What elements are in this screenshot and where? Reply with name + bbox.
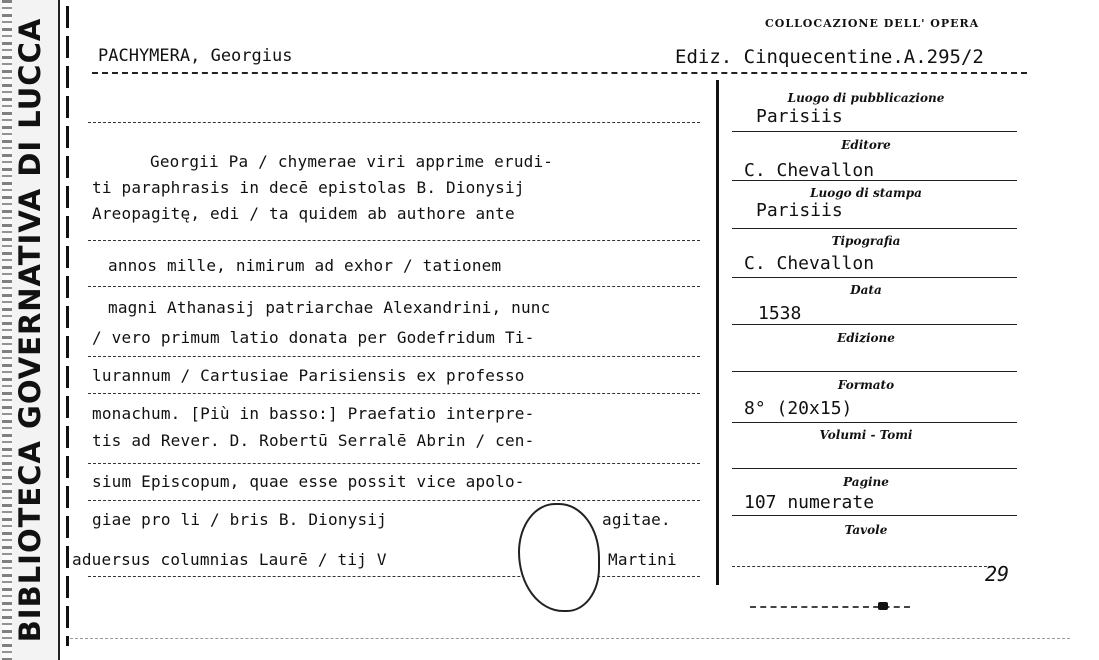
title-rule xyxy=(88,122,700,123)
body-line: sium Episcopum, quae esse possit vice apolo- xyxy=(92,472,525,491)
body-line: Areopagitę, edi / ta quidem ab authore ante xyxy=(92,204,515,223)
body-line: annos mille, nimirum ad exhor / tationem xyxy=(108,256,502,275)
body-line: giae pro li / bris B. Dionysij xyxy=(92,510,387,529)
body-line: magni Athanasij patriarchae Alexandrini, nunc xyxy=(108,298,551,317)
field-label-format: Formato xyxy=(837,378,895,392)
field-label-plates: Tavole xyxy=(844,523,888,537)
field-label-date: Data xyxy=(850,283,882,297)
field-label-edition: Edizione xyxy=(837,331,895,345)
margin-rule xyxy=(66,6,69,646)
body-line: Martini xyxy=(608,550,677,569)
library-stamp xyxy=(0,0,60,660)
body-rule xyxy=(88,576,700,577)
body-line: Georgii Pa / chymerae viri apprime erudi- xyxy=(150,152,554,171)
field-value-place-of-printing: Parisiis xyxy=(756,200,843,221)
field-value-place-of-publication: Parisiis xyxy=(756,106,843,127)
body-rule xyxy=(88,356,700,357)
field-value-publisher: C. Chevallon xyxy=(744,160,875,181)
header-rule xyxy=(92,72,1027,74)
body-line: agitae. xyxy=(602,510,671,529)
field-value-pages: 107 numerate xyxy=(744,492,875,513)
field-rule xyxy=(732,180,1017,181)
field-rule xyxy=(732,371,1017,372)
page-number-mark: 29 xyxy=(985,562,1010,586)
card-bottom-edge xyxy=(70,638,1070,639)
collocation-label: COLLOCAZIONE DELL' OPERA xyxy=(765,17,980,30)
field-value-format: 8° (20x15) xyxy=(744,398,853,419)
body-line: aduersus columnias Laurē / tij V xyxy=(72,550,387,569)
field-rule xyxy=(732,566,992,567)
field-label-place-of-publication: Luogo di pubblicazione xyxy=(787,91,945,105)
field-label-printer: Tipografia xyxy=(831,234,901,248)
field-rule xyxy=(732,515,1017,516)
body-rule xyxy=(88,463,700,464)
field-rule xyxy=(732,422,1017,423)
field-rule xyxy=(732,324,1017,325)
field-label-pages: Pagine xyxy=(843,475,889,489)
library-stamp-text: BIBLIOTECA GOVERNATIVA DI LUCCA xyxy=(13,17,47,643)
body-line: lurannum / Cartusiae Parisiensis ex professo xyxy=(92,366,525,385)
field-label-publisher: Editore xyxy=(841,138,891,152)
paper-tear xyxy=(518,503,600,612)
body-line: / vero primum latio donata per Godefridum Ti- xyxy=(92,328,535,347)
body-line: monachum. [Più in basso:] Praefatio interpre- xyxy=(92,404,535,423)
field-rule xyxy=(732,468,1017,469)
field-value-printer: C. Chevallon xyxy=(744,253,875,274)
ink-blot xyxy=(878,602,888,610)
body-line: ti paraphrasis in decē epistolas B. Dionysij xyxy=(92,178,525,197)
field-label-place-of-printing: Luogo di stampa xyxy=(810,186,922,200)
body-rule xyxy=(88,286,700,287)
body-rule xyxy=(88,500,700,501)
field-rule xyxy=(732,131,1017,132)
field-label-volumes: Volumi - Tomi xyxy=(819,428,913,442)
shelfmark: Ediz. Cinquecentine.A.295/2 xyxy=(675,46,984,68)
body-rule xyxy=(88,240,700,241)
field-rule xyxy=(732,277,1017,278)
author-heading: PACHYMERA, Georgius xyxy=(98,46,293,66)
body-line: tis ad Rever. D. Robertū Serralē Abrin / cen- xyxy=(92,431,535,450)
body-rule xyxy=(88,393,700,394)
field-rule xyxy=(732,228,1017,229)
field-value-date: 1538 xyxy=(758,303,802,324)
